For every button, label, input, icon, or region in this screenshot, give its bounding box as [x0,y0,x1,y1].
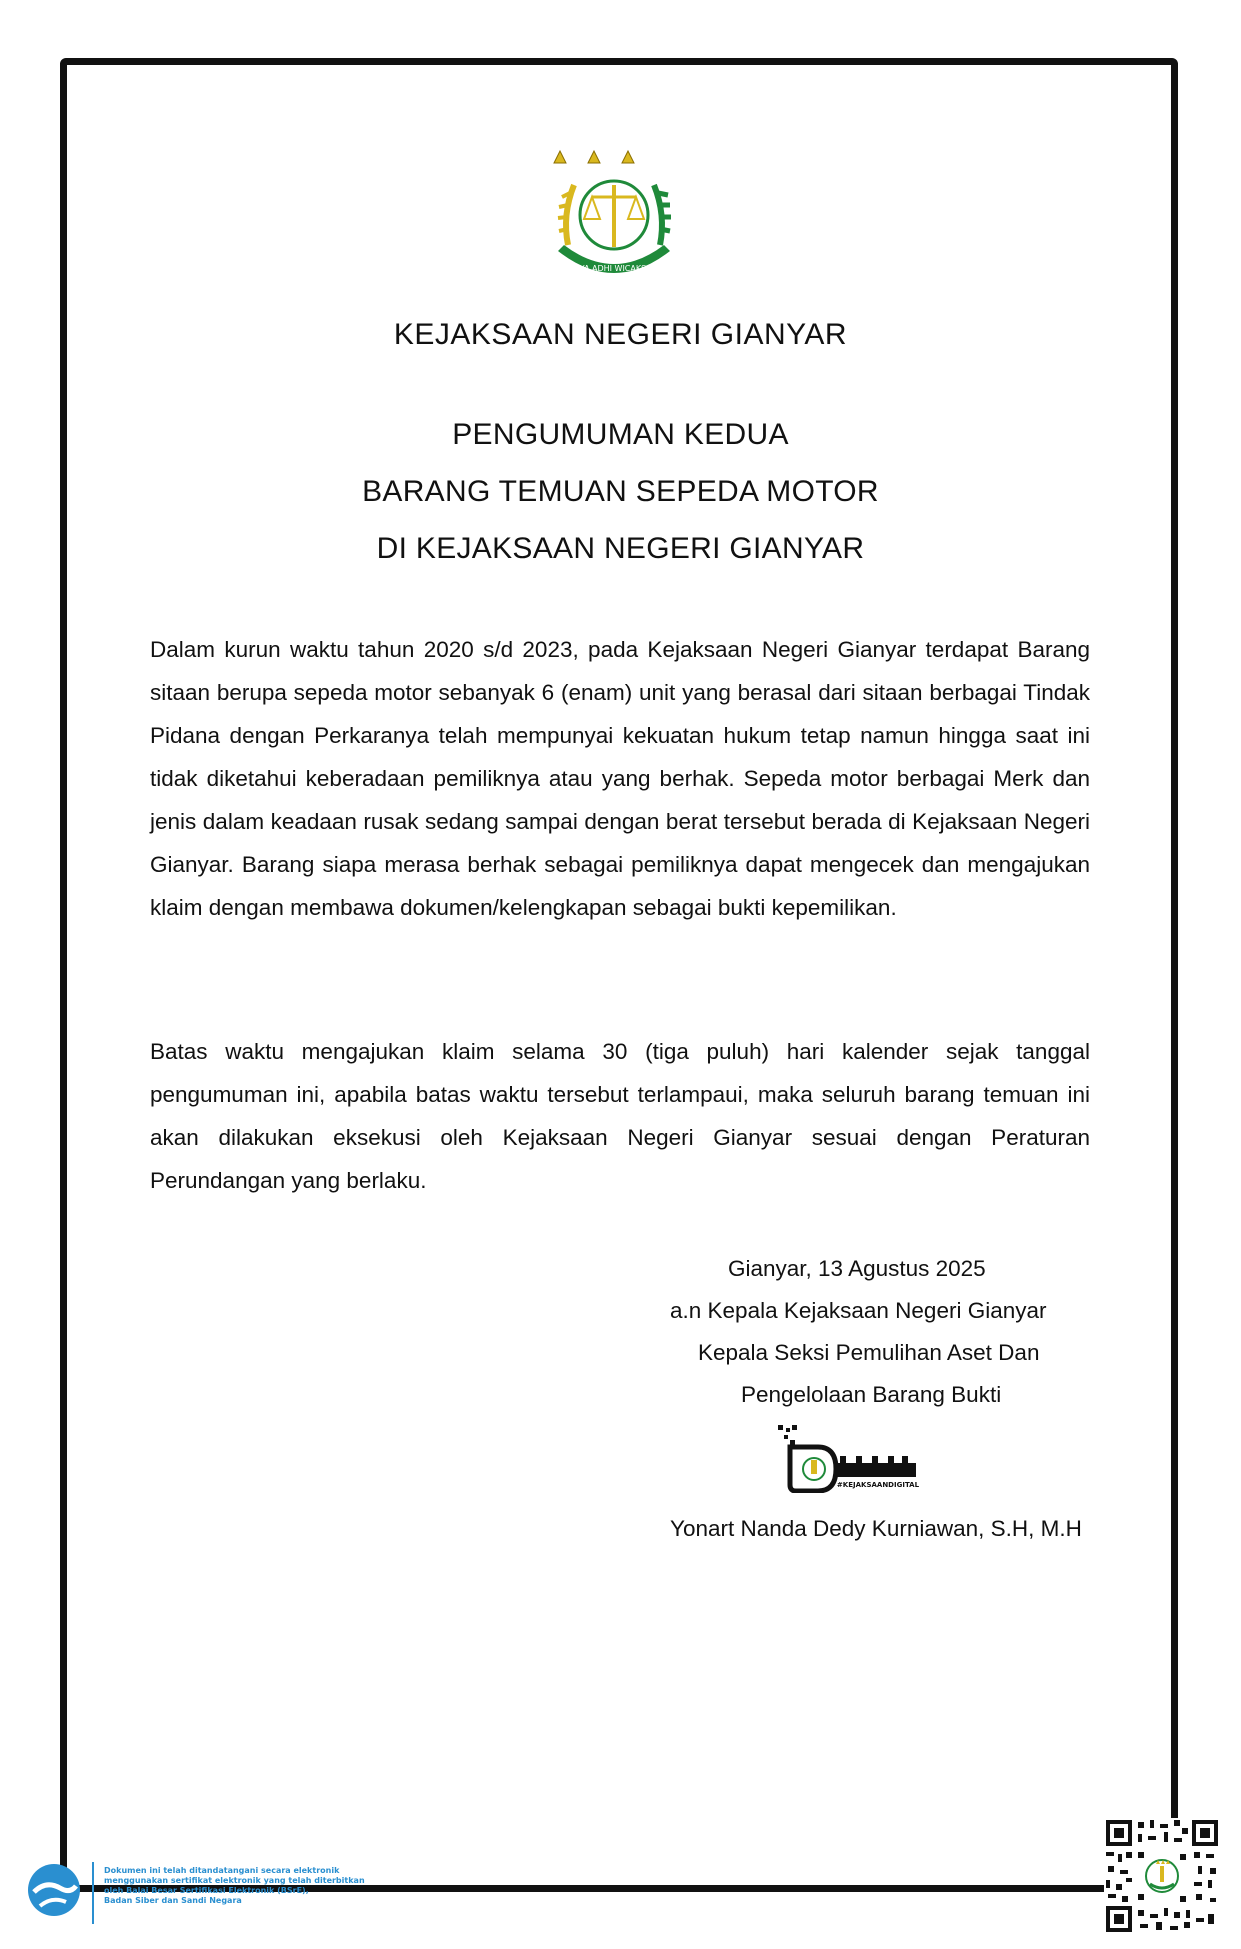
office-name: KEJAKSAAN NEGERI GIANYAR [393,318,848,351]
signature-position-line-2: Pengelolaan Barang Bukti [741,1382,1002,1407]
esign-notice-line-1: Dokumen ini telah ditandatangani secara elektronik [104,1866,340,1875]
verification-qr-code-icon [1104,1818,1220,1934]
kejaksaan-emblem-icon [540,145,688,295]
esign-notice-line-4: Badan Siber dan Sandi Negara [104,1896,242,1905]
digital-signature-stamp-icon [776,1425,921,1493]
stamp-label: #KEJAKSAANDIGITAL [836,1481,920,1489]
esign-notice-line-2: menggunakan sertifikat elektronik yang telah diterbitkan [104,1876,365,1885]
signature-on-behalf: a.n Kepala Kejaksaan Negeri Gianyar [670,1298,1047,1323]
announcement-title-line-1: PENGUMUMAN KEDUA [452,418,789,451]
emblem-motto: SATYA ADHI WICAKSANA [564,264,664,273]
signature-place-date: Gianyar, 13 Agustus 2025 [728,1256,986,1281]
bsre-logo-icon [26,1862,82,1918]
esign-notice-line-3: oleh Balai Besar Sertifikasi Elektronik (BSrE), [104,1886,309,1895]
announcement-paragraph-1: Dalam kurun waktu tahun 2020 s/d 2023, pada Kejaksaan Negeri Gianyar terdapat Barang sitaan berupa sepeda motor sebanyak 6 (enam) unit yang berasal dari sitaan berbagai Tindak Pidana dengan Perkaranya telah mempunyai kekuatan hukum tetap namun hingga saat ini tidak diketahui keberadaan pemiliknya atau yang berhak. Sepeda motor berbagai Merk dan jenis dalam keadaan rusak sedang sampai dengan berat tersebut berada di Kejaksaan Negeri Gianyar. Barang siapa merasa berhak sebagai pemiliknya dapat mengecek dan mengajukan klaim dengan membawa dokumen/kelengkapan sebagai bukti kepemilikan. [150,637,1090,920]
announcement-title-line-3: DI KEJAKSAAN NEGERI GIANYAR [376,532,865,565]
esign-notice [104,1866,404,1906]
signature-position-line-1: Kepala Seksi Pemulihan Aset Dan [698,1340,1040,1365]
signatory-name: Yonart Nanda Dedy Kurniawan, S.H, M.H [670,1516,1082,1541]
announcement-title-line-2: BARANG TEMUAN SEPEDA MOTOR [362,475,879,508]
esign-divider [92,1862,94,1924]
announcement-paragraph-2: Batas waktu mengajukan klaim selama 30 (tiga puluh) hari kalender sejak tanggal pengumuman ini, apabila batas waktu tersebut terlampaui, maka seluruh barang temuan ini akan dilakukan eksekusi oleh Kejaksaan Negeri Gianyar sesuai dengan Peraturan Perundangan yang berlaku. [150,1039,1090,1193]
